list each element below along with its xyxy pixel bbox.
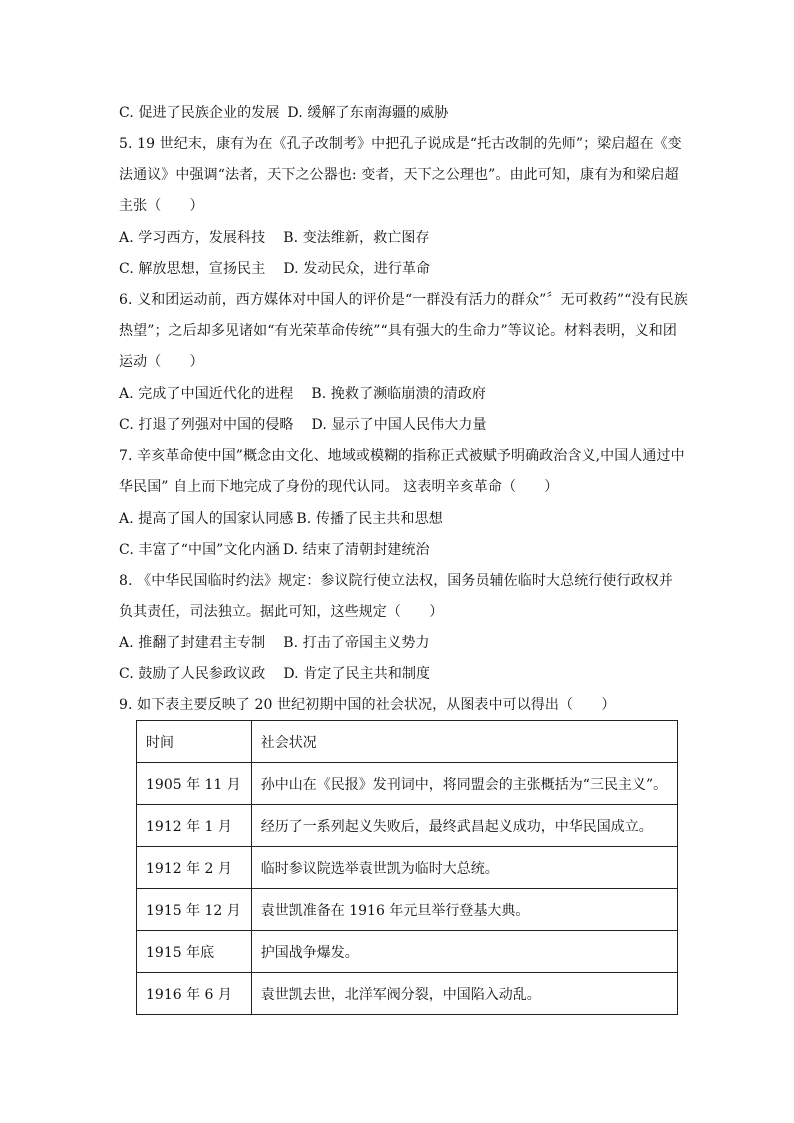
q6-options-ab (119, 384, 486, 404)
q7-stem-line2: 华民国” 自上而下地完成了身份的现代认同。 这表明辛亥革命（ ） (119, 479, 559, 495)
q6-stem-line1: 6. 义和团运动前，西方媒体对中国人的评价是“一群没有活力的群众”〞无可救药”“没有民族 (119, 292, 688, 308)
table-header-row (137, 721, 678, 763)
q6-option-a: A. 完成了中国近代化的进程 (119, 386, 294, 402)
q6-option-b: B. 挽救了濒临崩溃的清政府 (311, 386, 487, 402)
q5-stem-line3: 主张（ ） (119, 198, 204, 214)
q7-option-d: D. 结束了清朝封建统治 (282, 542, 430, 558)
q6-stem-line3: 运动（ ） (119, 354, 204, 370)
table-cell-status: 孙中山在《民报》发刊词中，将同盟会的主张概括为“三民主义”。 (251, 763, 677, 805)
q8-stem-line2: 负其责任，司法独立。据此可知，这些规定（ ） (119, 604, 444, 620)
q4-options-cd (119, 103, 448, 123)
q4-option-d: D. 缓解了东南海疆的威胁 (287, 105, 449, 121)
table-header-status: 社会状况 (251, 721, 677, 763)
table-cell-status: 袁世凯去世，北洋军阀分裂，中国陷入动乱。 (251, 973, 677, 1015)
q7-option-b: B. 传播了民主共和思想 (296, 511, 443, 527)
table-row (137, 763, 678, 805)
table-cell-status: 临时参议院选举袁世凯为临时大总统。 (251, 847, 677, 889)
q5-options-ab (119, 228, 430, 248)
q8-option-a: A. 推翻了封建君主专制 (119, 635, 266, 651)
q9-stem-line1: 9. 如下表主要反映了 20 世纪初期中国的社会状况，从图表中可以得出（ ） (119, 697, 616, 713)
table-cell-status: 护国战争爆发。 (251, 931, 677, 973)
table-header-time: 时间 (137, 721, 252, 763)
table-cell-time: 1905 年 11 月 (137, 763, 252, 805)
q4-option-c: C. 促进了民族企业的发展 (119, 105, 280, 121)
q5-option-b: B. 变法维新，救亡图存 (283, 230, 430, 246)
q7-option-a: A. 提高了国人的国家认同感 (119, 511, 294, 527)
table-cell-time: 1912 年 1 月 (137, 805, 252, 847)
table-row (137, 847, 678, 889)
table-row (137, 889, 678, 931)
q8-options-ab (119, 633, 430, 653)
q6-option-c: C. 打退了列强对中国的侵略 (119, 417, 294, 433)
table-row (137, 805, 678, 847)
q7-options-ab (119, 509, 443, 529)
q6-option-d: D. 显示了中国人民伟大力量 (311, 417, 487, 433)
q6-stem-line2: 热望”；之后却多见诸如“有光荣革命传统”“具有强大的生命力”等议论。材料表明，义和团 (119, 323, 677, 339)
q5-option-a: A. 学习西方，发展科技 (119, 230, 266, 246)
q8-options-cd (119, 664, 430, 684)
table-cell-status: 袁世凯准备在 1916 年元旦举行登基大典。 (251, 889, 677, 931)
q5-options-cd (119, 259, 430, 279)
q5-stem-line2: 法通议》中强调“法者，天下之公器也: 变者，天下之公理也”。由此可知，康有为和梁启超 (119, 167, 679, 183)
table-cell-status: 经历了一系列起义失败后，最终武昌起义成功，中华民国成立。 (251, 805, 677, 847)
q8-option-b: B. 打击了帝国主义势力 (283, 635, 430, 651)
q8-option-d: D. 肯定了民主共和制度 (283, 666, 431, 682)
table-row (137, 931, 678, 973)
q5-option-c: C. 解放思想，宣扬民主 (119, 261, 266, 277)
q5-stem-line1: 5. 19 世纪末，康有为在《孔子改制考》中把孔子说成是“托古改制的先师”；梁启超在《变 (119, 136, 682, 152)
q7-options-cd (119, 540, 430, 560)
table-cell-time: 1915 年 12 月 (137, 889, 252, 931)
q8-stem-line1: 8. 《中华民国临时约法》规定：参议院行使立法权，国务员辅佐临时大总统行使行政权并 (119, 573, 673, 589)
table-cell-time: 1916 年 6 月 (137, 973, 252, 1015)
table-cell-time: 1912 年 2 月 (137, 847, 252, 889)
table-cell-time: 1915 年底 (137, 931, 252, 973)
q6-options-cd (119, 415, 487, 435)
table-row (137, 973, 678, 1015)
q5-option-d: D. 发动民众，进行革命 (283, 261, 431, 277)
q9-table (136, 720, 678, 1015)
q7-option-c: C. 丰富了“中国”文化内涵 (119, 542, 280, 558)
q8-option-c: C. 鼓励了人民参政议政 (119, 666, 266, 682)
q7-stem-line1: 7. 辛亥革命使中国”概念由文化、地域或模糊的指称正式被赋予明确政治含义,中国人通过中 (119, 448, 685, 464)
